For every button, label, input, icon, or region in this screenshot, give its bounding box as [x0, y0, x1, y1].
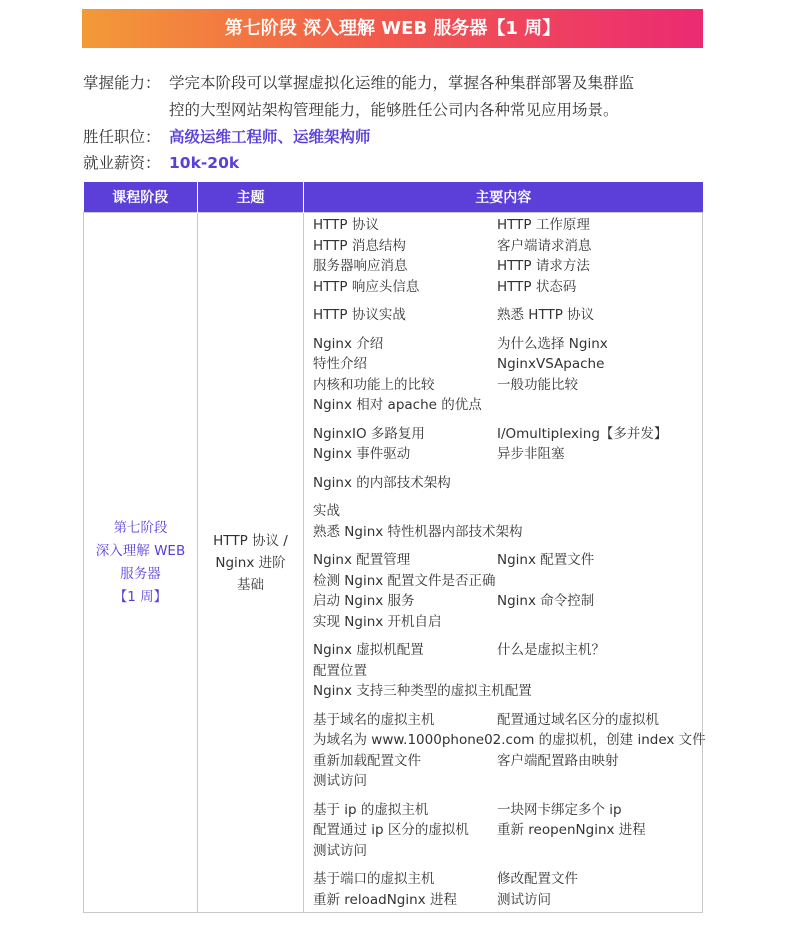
content-item: 测试访问 [313, 773, 367, 789]
content-item: 检测 Nginx 配置文件是否正确 [313, 572, 496, 589]
stage-line: 【1 周】 [113, 588, 168, 605]
content-item [497, 522, 702, 543]
content-item: HTTP 协议实战 [313, 307, 406, 323]
content-item: 测试访问 [313, 842, 367, 859]
content-item: 为域名为 www.1000phone02.com 的虚拟机，创建 index 文件 [313, 732, 706, 748]
content-item: 重新 reopenNginx 进程 [497, 822, 646, 838]
content-row [313, 277, 702, 298]
content-item: 熟悉 Nginx 特性机器内部技术架构 [313, 523, 523, 540]
content-item: 一般功能比较 [497, 376, 578, 393]
content-row [313, 681, 702, 702]
content-item [497, 501, 702, 522]
content-item: Nginx 配置管理 [313, 552, 411, 568]
content-item: 什么是虚拟主机？ [497, 642, 605, 658]
content-item: Nginx 虚拟机配置 [313, 642, 424, 658]
content-item: 一块网卡绑定多个 ip [497, 801, 622, 818]
content-row [313, 354, 702, 375]
content-row [313, 501, 702, 522]
stage-banner: 第七阶段 深入理解 WEB 服务器【1 周】 [82, 9, 703, 48]
content-group [313, 710, 706, 792]
content-row [313, 710, 702, 731]
content-item: Nginx 命令控制 [497, 593, 595, 609]
content-item: I/Omultiplexing【多并发】 [497, 425, 668, 442]
content-row [313, 522, 702, 543]
content-row [313, 215, 702, 236]
content-cell [304, 213, 706, 913]
content-row [313, 890, 702, 911]
content-item: Nginx 支持三种类型的虚拟主机配置 [313, 683, 532, 699]
content-item: 实现 Nginx 开机自启 [313, 613, 442, 630]
content-item: NginxIO 多路复用 [313, 425, 425, 442]
content-row [313, 473, 702, 494]
content-item: HTTP 请求方法 [497, 258, 590, 274]
salary-value: 10k-20k [169, 154, 240, 172]
position-value: 高级运维工程师、运维架构师 [169, 128, 371, 146]
header-topic: 主题 [198, 182, 304, 213]
content-row [313, 334, 702, 355]
content-item: 熟悉 HTTP 协议 [497, 307, 595, 323]
content-item: 修改配置文件 [497, 871, 578, 887]
ability-text-line2: 控的大型网站架构管理能力，能够胜任公司内各种常见应用场景。 [169, 101, 619, 119]
content-item: 重新 reloadNginx 进程 [313, 891, 457, 908]
content-item: HTTP 工作原理 [497, 217, 590, 233]
content-item: 测试访问 [497, 891, 551, 908]
content-row [313, 395, 702, 416]
ability-row [83, 73, 634, 93]
content-row [313, 571, 702, 592]
content-item: 配置通过域名区分的虚拟机 [497, 711, 659, 728]
content-row [313, 305, 702, 326]
content-row [313, 612, 702, 633]
position-label: 胜任职位： [83, 128, 161, 146]
content-item: HTTP 消息结构 [313, 237, 406, 254]
content-row [313, 661, 702, 682]
content-item: Nginx 相对 apache 的优点 [313, 397, 482, 413]
content-item: HTTP 响应头信息 [313, 278, 420, 295]
content-item [497, 395, 702, 416]
content-row [313, 444, 702, 465]
content-item: 基于端口的虚拟主机 [313, 871, 435, 887]
ability-text-line1: 学完本阶段可以掌握虚拟化运维的能力，掌握各种集群部署及集群监 [169, 74, 635, 92]
content-group [313, 640, 702, 702]
topic-line: 基础 [237, 576, 264, 593]
position-row [83, 127, 371, 147]
content-row [313, 550, 702, 571]
content-item: 启动 Nginx 服务 [313, 593, 415, 609]
content-item: Nginx 介绍 [313, 335, 384, 352]
content-group [313, 473, 702, 494]
content-group [313, 501, 702, 542]
content-row [313, 375, 702, 396]
content-row [313, 236, 702, 257]
content-row [313, 751, 702, 772]
content-item: 实战 [313, 503, 340, 519]
curriculum-table [83, 182, 706, 913]
content-group [313, 424, 702, 465]
content-group [313, 550, 702, 632]
content-item [497, 681, 702, 702]
ability-label: 掌握能力： [83, 74, 161, 92]
content-item: 客户端请求消息 [497, 237, 592, 254]
content-item [497, 661, 702, 682]
content-group [313, 869, 702, 910]
salary-label: 就业薪资： [83, 154, 161, 172]
content-item [497, 473, 702, 494]
stage-line: 服务器 [120, 565, 161, 582]
content-item: 异步非阻塞 [497, 446, 565, 462]
content-item: 重新加载配置文件 [313, 752, 421, 769]
content-item [497, 612, 702, 633]
topic-line: HTTP 协议 / [213, 532, 288, 549]
content-item: 配置通过 ip 区分的虚拟机 [313, 822, 469, 838]
content-item: 内核和功能上的比较 [313, 376, 435, 393]
content-item: HTTP 协议 [313, 217, 379, 233]
content-item: 客户端配置路由映射 [497, 752, 619, 769]
header-stage: 课程阶段 [84, 182, 198, 213]
content-group [313, 305, 702, 326]
content-row [313, 256, 702, 277]
content-item: 配置位置 [313, 662, 367, 679]
content-item: NginxVSApache [497, 356, 605, 372]
content-item: Nginx 的内部技术架构 [313, 474, 451, 491]
content-row [313, 640, 702, 661]
content-item: 为什么选择 Nginx [497, 335, 608, 352]
content-item: Nginx 配置文件 [497, 552, 595, 568]
content-group [313, 800, 702, 862]
content-row [313, 800, 702, 821]
content-item: 基于 ip 的虚拟主机 [313, 801, 429, 818]
content-item: 服务器响应消息 [313, 258, 408, 274]
content-group [313, 334, 702, 416]
content-item [497, 571, 702, 592]
content-row [313, 424, 702, 445]
content-item: HTTP 状态码 [497, 278, 577, 295]
topic-line: Nginx 进阶 [215, 554, 286, 571]
content-item [497, 841, 702, 862]
stage-cell [84, 213, 198, 913]
topic-cell [198, 213, 304, 913]
header-content: 主要内容 [304, 182, 703, 213]
content-row [313, 771, 702, 792]
content-item: Nginx 事件驱动 [313, 446, 411, 462]
content-item: 特性介绍 [313, 356, 367, 372]
content-row [313, 591, 702, 612]
content-item [497, 730, 702, 751]
content-row [313, 730, 706, 751]
salary-row [83, 153, 239, 173]
content-item: 基于域名的虚拟主机 [313, 711, 435, 728]
stage-line: 深入理解 WEB [95, 542, 186, 559]
content-group [313, 215, 702, 297]
content-row [313, 820, 702, 841]
stage-line: 第七阶段 [113, 519, 168, 536]
content-row [313, 841, 702, 862]
content-item [497, 771, 702, 792]
content-row [313, 869, 702, 890]
